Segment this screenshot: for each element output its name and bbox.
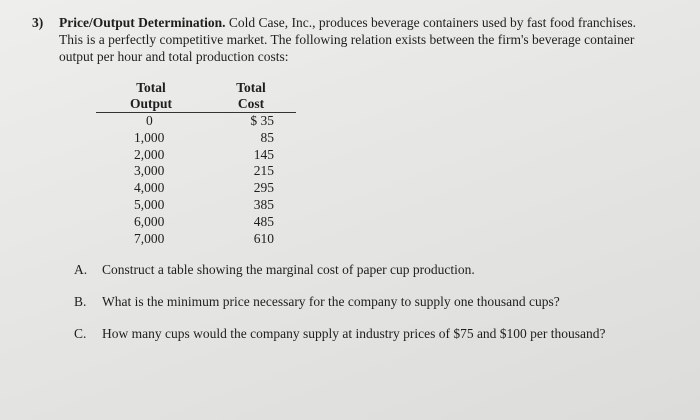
output-cell: 7,000 bbox=[134, 230, 165, 246]
table-row bbox=[96, 147, 296, 164]
output-cell: 4,000 bbox=[134, 180, 165, 196]
question-number: 3) bbox=[32, 15, 44, 30]
output-cell: 5,000 bbox=[134, 196, 165, 212]
cost-cell: 610 bbox=[253, 230, 274, 246]
total-output-header: Total Output bbox=[129, 80, 173, 111]
sub-questions bbox=[74, 261, 606, 357]
table-row bbox=[96, 130, 296, 147]
table-row bbox=[96, 197, 296, 214]
cost-cell: 215 bbox=[253, 163, 274, 179]
sub-question-a bbox=[74, 261, 606, 293]
output-cost-table bbox=[96, 80, 296, 247]
problem-intro-line3: output per hour and total production costs: bbox=[59, 49, 289, 64]
output-cell: 2,000 bbox=[134, 146, 165, 162]
sub-question-b bbox=[74, 293, 606, 325]
sub-question-text: How many cups would the company supply at industry prices of $75 and $100 per thousand? bbox=[102, 326, 606, 341]
sub-question-letter: B. bbox=[74, 294, 87, 309]
total-cost-header: Total Cost bbox=[236, 80, 266, 111]
problem-title: Price/Output Determination. bbox=[59, 15, 226, 30]
sub-question-c bbox=[74, 325, 606, 357]
problem-intro bbox=[32, 31, 672, 65]
problem-intro-line2: This is a perfectly competitive market. The following relation exists between the firm's beverage container bbox=[59, 32, 635, 47]
table-row bbox=[96, 231, 296, 248]
problem-statement bbox=[32, 14, 672, 65]
problem-header bbox=[32, 14, 672, 31]
table-row bbox=[96, 214, 296, 231]
output-cell: 0 bbox=[146, 113, 153, 128]
cost-cell: 145 bbox=[253, 146, 274, 162]
sub-question-letter: A. bbox=[74, 262, 88, 277]
table-row bbox=[96, 180, 296, 197]
cost-cell: 85 bbox=[260, 129, 274, 145]
sub-question-text: What is the minimum price necessary for the company to supply one thousand cups? bbox=[102, 294, 560, 309]
output-cell: 1,000 bbox=[134, 129, 165, 145]
cost-cell: 385 bbox=[253, 196, 274, 212]
problem-intro-line1: Cold Case, Inc., produces beverage containers used by fast food franchises. bbox=[225, 15, 636, 30]
cost-cell: $ 35 bbox=[250, 113, 274, 128]
output-cell: 6,000 bbox=[134, 213, 165, 229]
table-header-row bbox=[96, 80, 296, 113]
cost-cell: 485 bbox=[253, 213, 274, 229]
sub-question-text: Construct a table showing the marginal cost of paper cup production. bbox=[102, 262, 475, 277]
cost-cell: 295 bbox=[253, 180, 274, 196]
output-cell: 3,000 bbox=[134, 163, 165, 179]
table-row bbox=[96, 113, 296, 130]
sub-question-letter: C. bbox=[74, 326, 87, 341]
table-row bbox=[96, 163, 296, 180]
